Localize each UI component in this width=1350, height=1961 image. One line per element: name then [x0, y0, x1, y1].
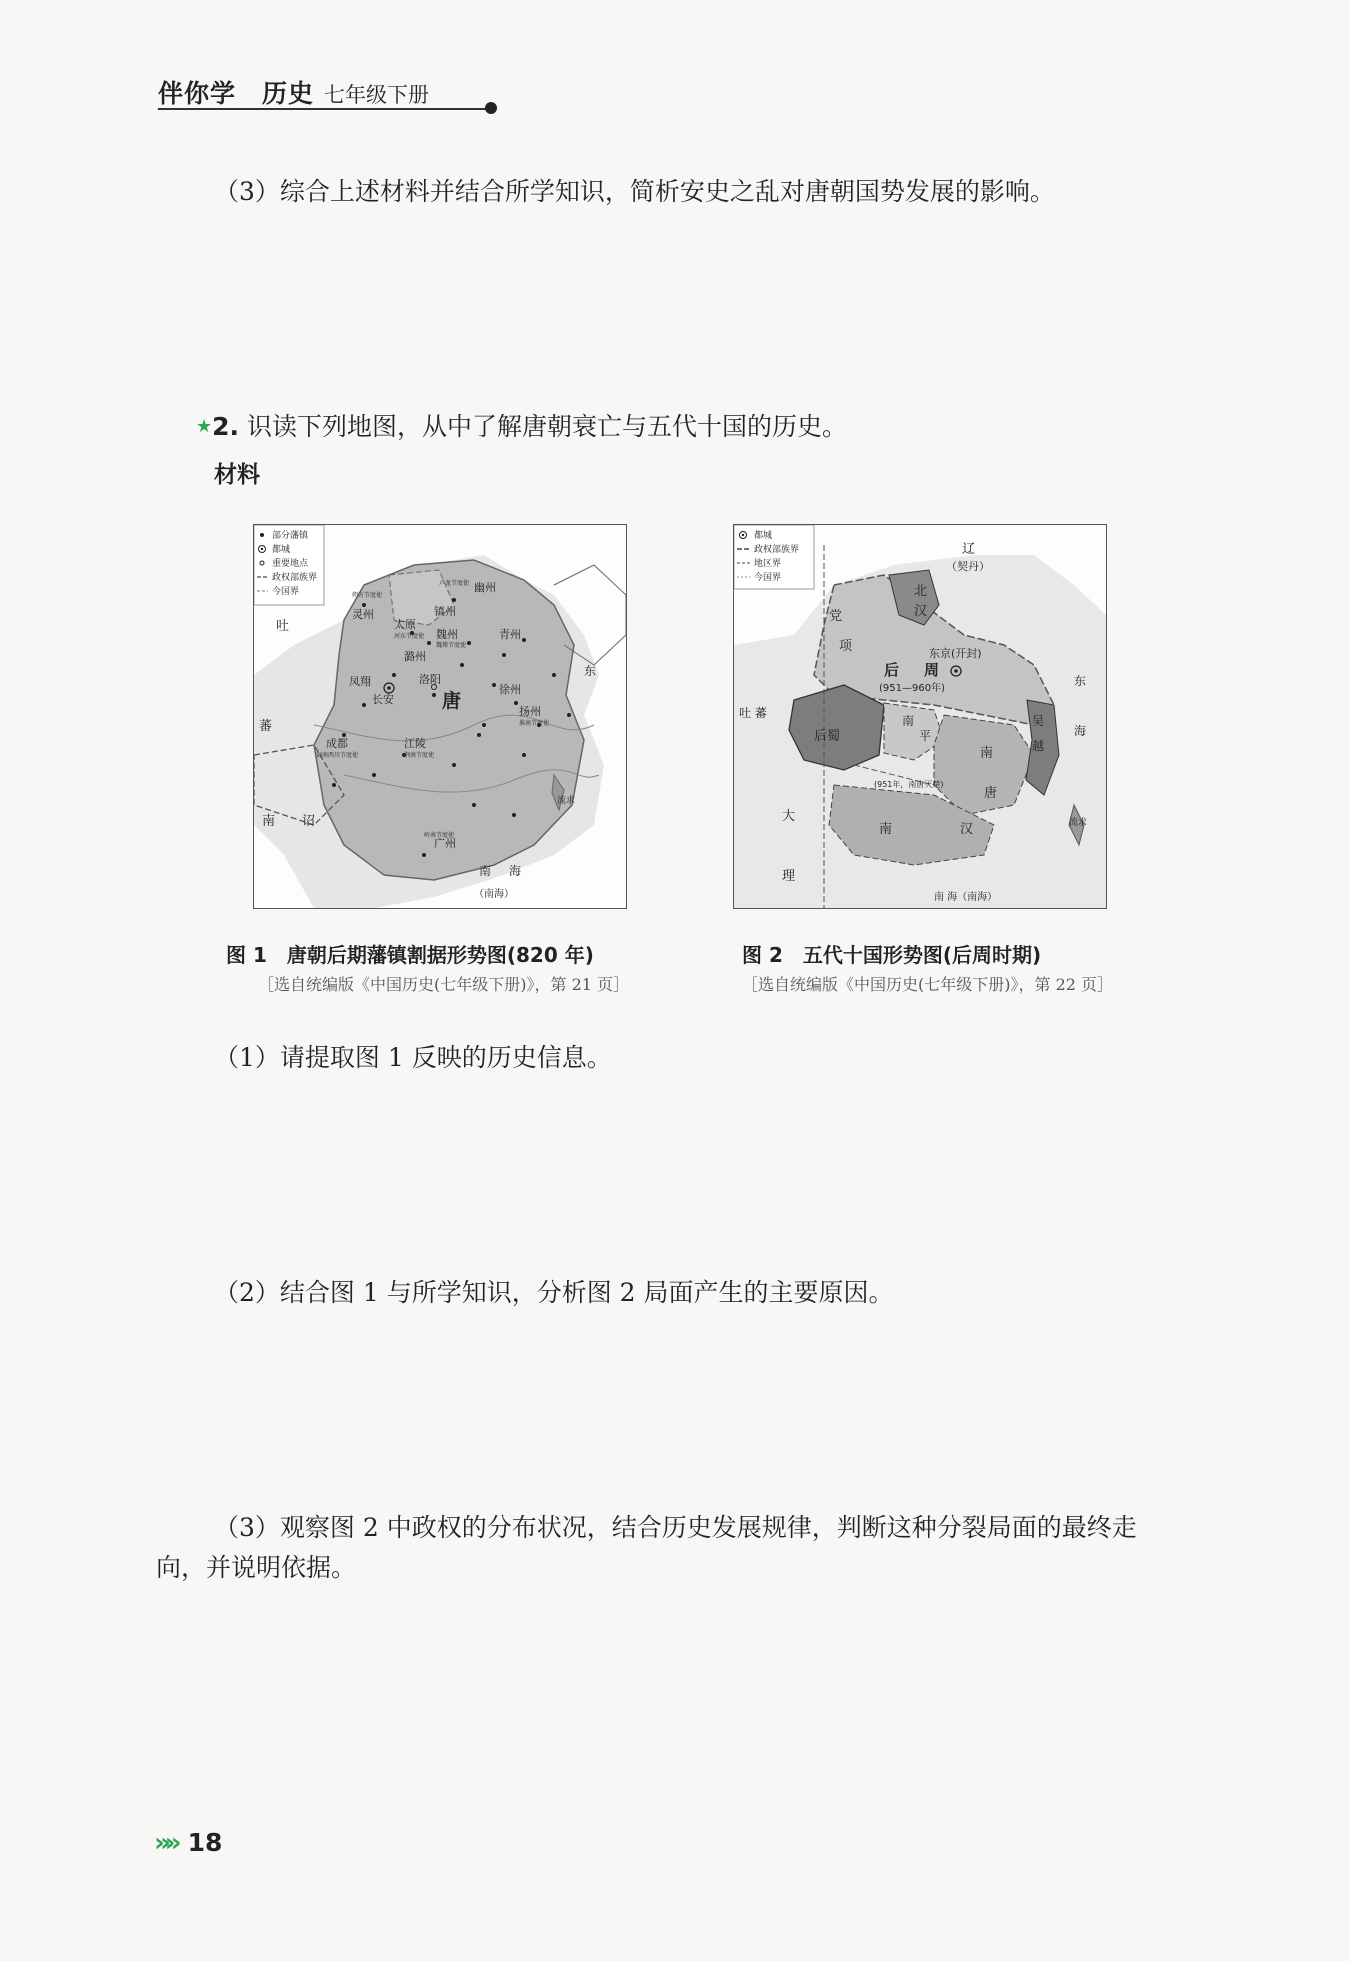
map2-label-dali2: 理: [782, 869, 796, 884]
map2-label-chu: (951年，南唐灭楚): [874, 780, 944, 789]
legend-modern-border: 今国界: [272, 587, 300, 597]
map1-label-taiyuan: 太原: [394, 618, 416, 631]
map2-label-bei: 北: [914, 584, 928, 599]
map1-label-sea-dong: 东: [584, 664, 597, 678]
map2-label-nantang2: 唐: [984, 786, 998, 801]
map1-label-qingzhou: 青州: [499, 628, 521, 641]
map-figure-2: [733, 524, 1107, 909]
map1-label-nanzhao2: 诏: [302, 814, 316, 829]
q1-part3: （3）综合上述材料并结合所学知识，简析安史之乱对唐朝国势发展的影响。: [214, 177, 1055, 206]
map2-label-houshu: 后蜀: [814, 729, 841, 744]
map1-jd-weibo: 魏博节度使: [436, 642, 467, 649]
map2-label-liuqiu: 流求: [1069, 818, 1088, 828]
map1-label-luoyang: 洛阳: [419, 673, 441, 686]
legend-modern-border: 今国界: [754, 573, 782, 583]
map2-label-wu: 吴: [1032, 714, 1045, 728]
map1-label-guangzhou: 广州: [434, 837, 456, 850]
map1-jd-huainan: 淮南节度使: [519, 720, 550, 727]
map2-label-nanping1: 南: [902, 714, 915, 728]
houshu-territory: [789, 685, 884, 770]
legend-fanzhen: 部分藩镇: [272, 531, 309, 541]
sub-question-3: [156, 1508, 1214, 1588]
map2-label-houzhou1: 后: [884, 661, 900, 679]
question-number: 2.: [212, 412, 240, 441]
map2-label-sea-hai: 海: [1074, 724, 1087, 738]
map1-jd-hedong: 河东节度使: [394, 633, 425, 640]
map1-label-luzhou: 潞州: [404, 650, 426, 663]
map2-label-sea-nanhai: 南 海（南海）: [934, 892, 998, 903]
legend-region-border: 地区界: [754, 559, 782, 569]
map2-label-nanping2: 平: [919, 729, 932, 743]
map1-jd-jiannan: 剑南西川节度使: [316, 752, 359, 759]
map1-label-liuqiu: 流求: [557, 796, 576, 806]
map1-label-jiangling: 江陵: [404, 737, 426, 750]
map1-jd-lingnan: 岭南节度使: [424, 832, 455, 839]
map-figure-1: [253, 524, 627, 909]
map2-label-tubo: 吐 蕃: [739, 706, 767, 720]
map2-label-houzhou2: 周: [924, 661, 940, 679]
header-dot: [485, 102, 497, 114]
legend-place: 重要地点: [272, 559, 309, 569]
map2-label-dongjing: 东京(开封): [929, 647, 982, 660]
map1-label-nanzhao1: 南: [262, 814, 276, 829]
map2-label-dali1: 大: [782, 809, 796, 824]
sub-question-3-line1: （3）观察图 2 中政权的分布状况，结合历史发展规律，判断这种分裂局面的最终走: [214, 1513, 1137, 1542]
map1-label-sea-nanhai: （南海）: [474, 889, 514, 900]
map1-label-weizhou: 魏州: [436, 628, 458, 641]
map1-label-yangzhou: 扬州: [519, 705, 541, 718]
map1-label-chengdu: 成都: [326, 737, 348, 750]
question-2: [196, 407, 847, 447]
map1-label-fengxiang: 凤翔: [349, 675, 371, 688]
book-subtitle: 七年级下册: [324, 83, 430, 107]
map2-label-qidan: （契丹）: [946, 560, 990, 573]
figure1-caption: 图 1 唐朝后期藩镇割据形势图(820 年): [226, 943, 594, 967]
map2-label-dangxiang2: 项: [839, 639, 853, 654]
map1-label-sea-hai: 海: [509, 864, 522, 878]
map1-label-sea-nan: 南: [479, 864, 492, 878]
page-footer: [154, 1828, 222, 1858]
material-label: 材料: [214, 462, 260, 488]
map2-label-years: (951—960年): [879, 683, 945, 694]
figure2-source: ［选自统编版《中国历史(七年级下册)》，第 22 页］: [742, 975, 1114, 994]
chevron-arrows-icon: »»: [154, 1828, 176, 1858]
legend-fanzhen-icon: [260, 533, 264, 537]
figure2-caption: 图 2 五代十国形势图(后周时期): [742, 943, 1042, 967]
map1-label-zhenzhou: 镇州: [434, 605, 456, 618]
map1-jd-jingnan: 荆南节度使: [404, 752, 435, 759]
map1-jd-lulong: 卢龙节度使: [439, 580, 470, 587]
sub-question-3-line2: 向，并说明依据。: [156, 1553, 357, 1582]
legend-border: 政权部族界: [272, 573, 318, 583]
legend-regime-border: 政权部族界: [754, 545, 800, 555]
header-rule: [158, 108, 488, 110]
map2-label-nanhan1: 南: [879, 822, 893, 837]
book-title: 伴你学 历史: [158, 79, 315, 108]
map1-label-tubo1: 吐: [276, 619, 290, 634]
legend-capital: 都城: [272, 545, 291, 555]
page-number: 18: [187, 1828, 223, 1857]
map1-label-youzhou: 幽州: [474, 581, 496, 594]
star-icon: ★: [196, 416, 213, 437]
figure1-source: ［选自统编版《中国历史(七年级下册)》，第 21 页］: [258, 975, 630, 994]
map2-label-han: 汉: [914, 604, 928, 619]
page-header: [158, 74, 498, 114]
map1-label-changan: 长安: [372, 693, 394, 706]
legend-capital: 都城: [754, 531, 773, 541]
map1-label-xuzhou: 徐州: [499, 683, 521, 696]
map2-label-sea-dong: 东: [1074, 674, 1087, 688]
map2-label-nanhan2: 汉: [960, 822, 974, 837]
sub-question-1: （1）请提取图 1 反映的历史信息。: [214, 1043, 612, 1072]
map2-label-liao: 辽: [962, 542, 976, 557]
map2-label-nantang1: 南: [980, 746, 994, 761]
map1-label-tang: 唐: [442, 690, 462, 712]
map2-label-yue: 越: [1032, 739, 1045, 753]
question-prompt: 识读下列地图，从中了解唐朝衰亡与五代十国的历史。: [247, 412, 848, 441]
sub-question-2: （2）结合图 1 与所学知识，分析图 2 局面产生的主要原因。: [214, 1278, 894, 1307]
map1-jd-shuofang: 朔方节度使: [352, 592, 383, 599]
map2-label-dangxiang1: 党: [829, 609, 843, 624]
map1-label-lingzhou: 灵州: [352, 608, 374, 621]
map1-label-tubo2: 蕃: [259, 719, 273, 734]
